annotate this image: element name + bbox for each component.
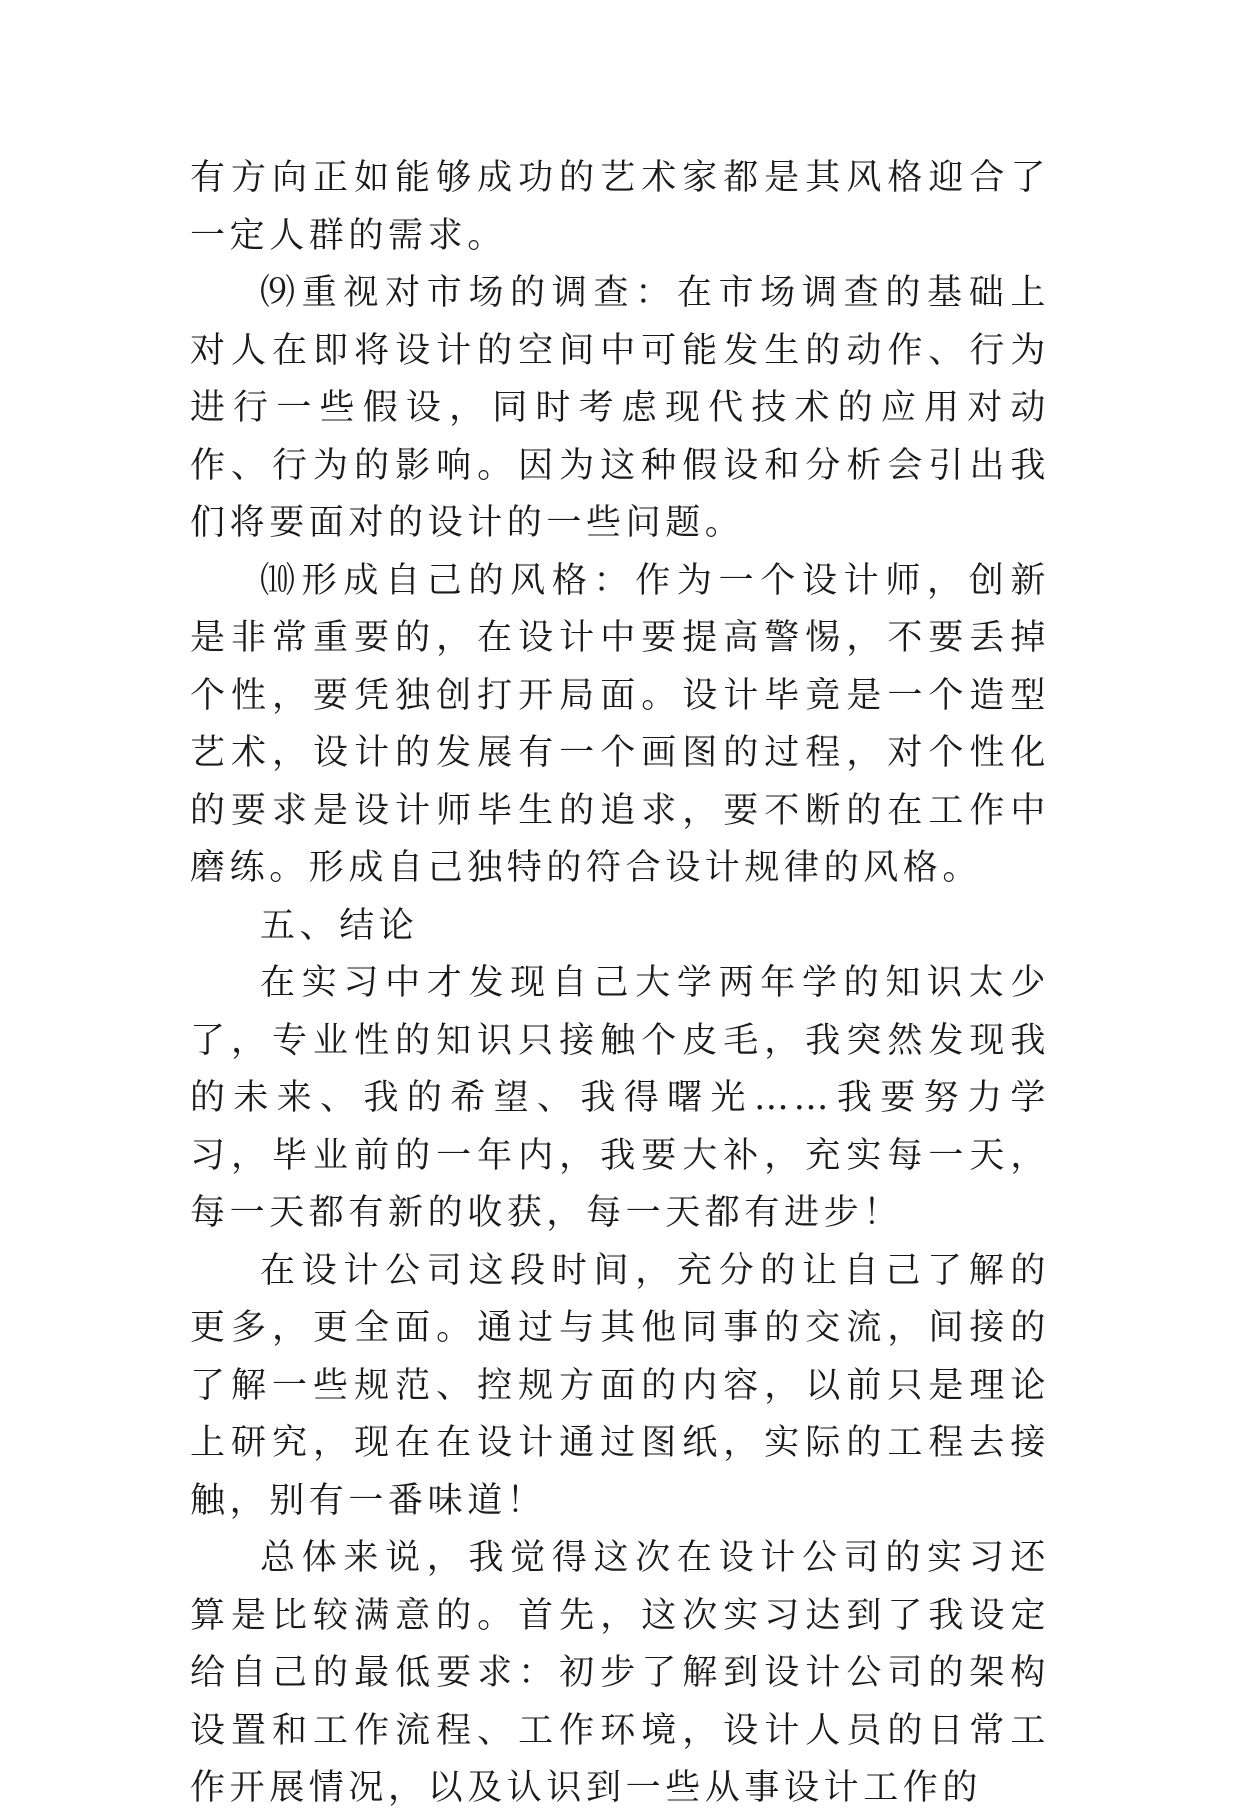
paragraph-conclusion-3: 总体来说，我觉得这次在设计公司的实习还算是比较满意的。首先，这次实习达到了我设定给自己的最低要求：初步了解到设计公司的架构设置和工作流程、工作环境，设计人员的日常工作开展情况，以及认识到一些从事设计工作的 (190, 1538, 1050, 1808)
paragraph-market-research: ⑼重视对市场的调查：在市场调查的基础上对人在即将设计的空间中可能发生的动作、行为进行一些假设，同时考虑现代技术的应用对动作、行为的影响。因为这种假设和分析会引出我们将要面对的设计的一些问题。 (190, 273, 1050, 543)
paragraph-own-style: ⑽形成自己的风格：作为一个设计师，创新是非常重要的，在设计中要提高警惕，不要丢掉个性，要凭独创打开局面。设计毕竟是一个造型艺术，设计的发展有一个画图的过程，对个性化的要求是设计师毕生的追求，要不断的在工作中磨练。形成自己独特的符合设计规律的风格。 (190, 560, 1050, 888)
paragraph-continuation: 有方向正如能够成功的艺术家都是其风格迎合了一定人群的需求。 (190, 158, 1050, 256)
document-body (190, 150, 1050, 1818)
section-heading-conclusion: 五、结论 (260, 905, 419, 946)
paragraph-conclusion-1: 在实习中才发现自己大学两年学的知识太少了，专业性的知识只接触个皮毛，我突然发现我的未来、我的希望、我得曙光……我要努力学习，毕业前的一年内，我要大补，充实每一天，每一天都有新的收获，每一天都有进步！ (190, 963, 1050, 1233)
paragraph-conclusion-2: 在设计公司这段时间，充分的让自己了解的更多，更全面。通过与其他同事的交流，间接的了解一些规范、控规方面的内容，以前只是理论上研究，现在在设计通过图纸，实际的工程去接触，别有一番味道！ (190, 1250, 1050, 1521)
